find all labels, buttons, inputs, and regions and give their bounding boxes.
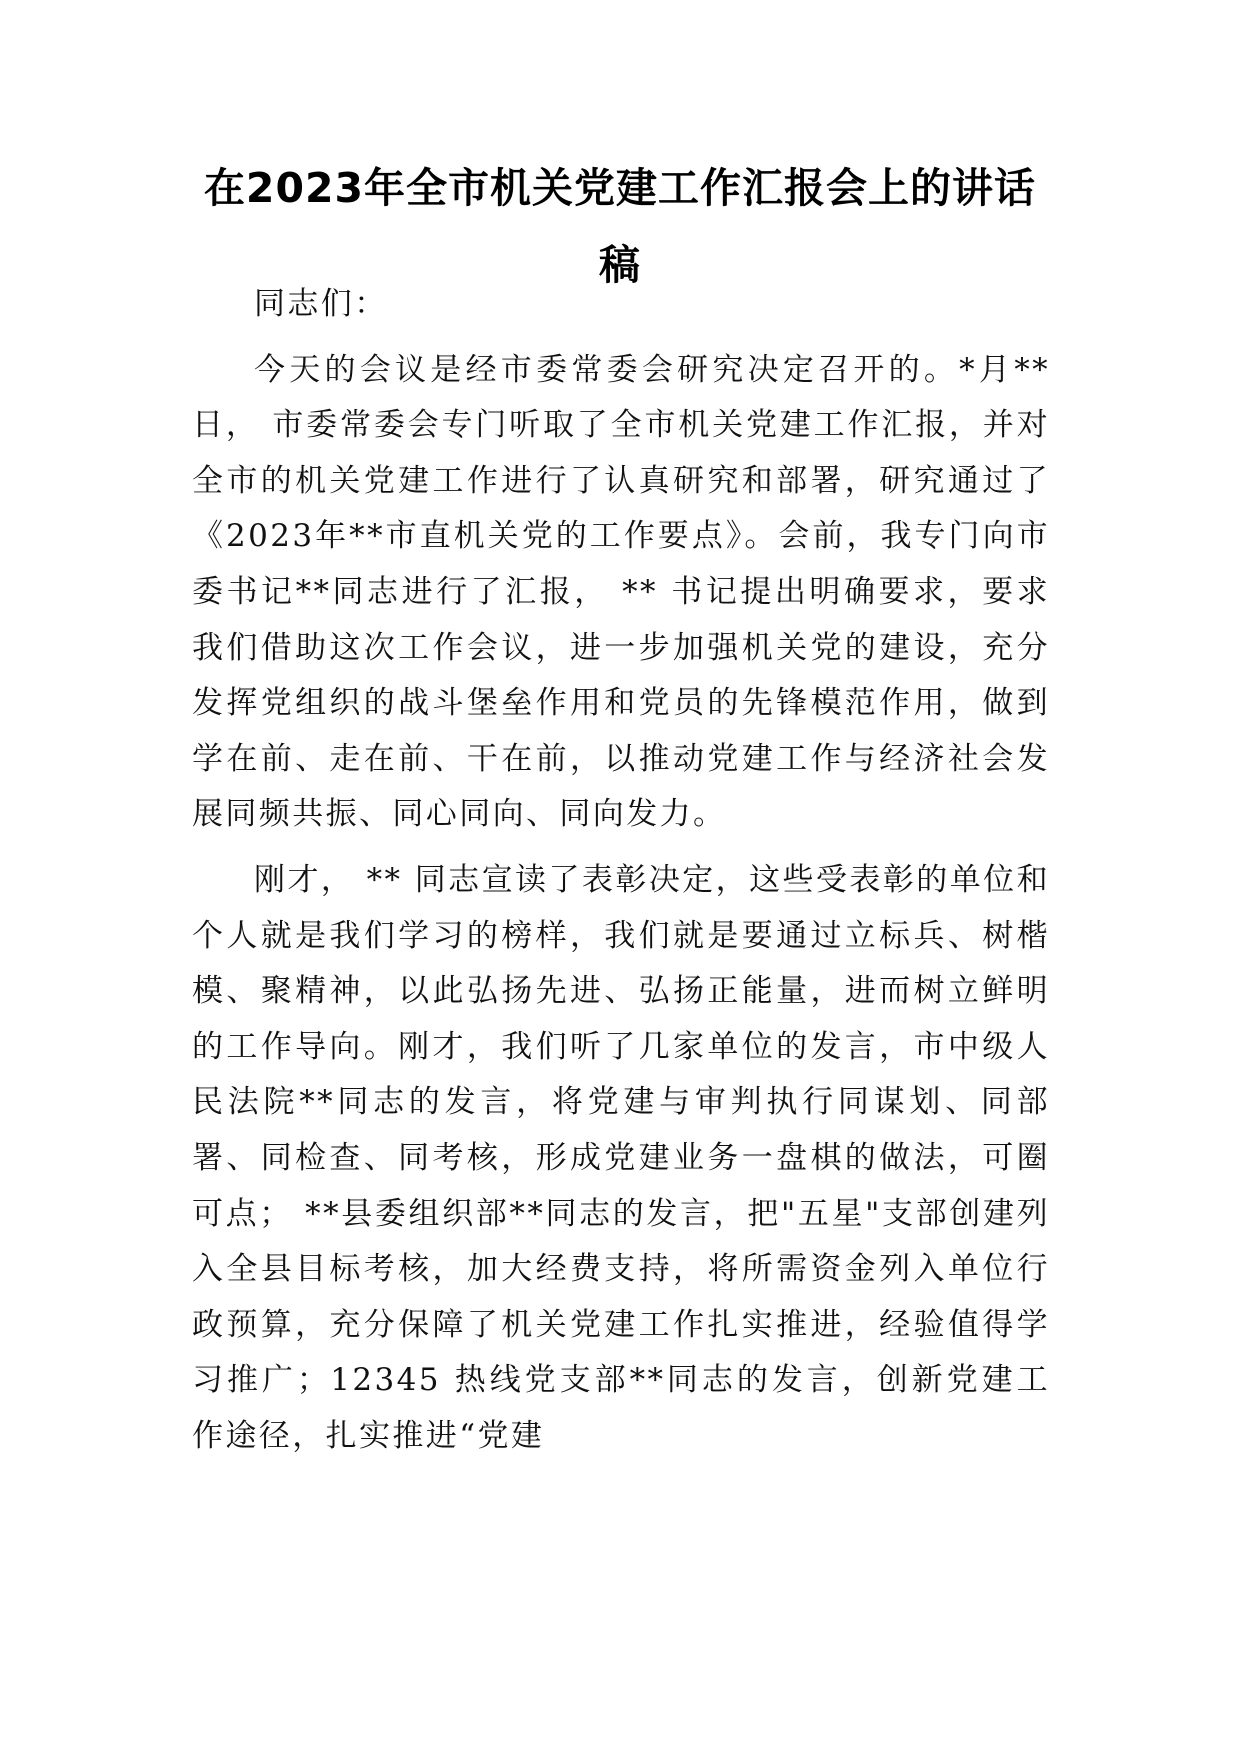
salutation: 同志们： [254, 286, 388, 322]
body-paragraph: 今天的会议是经市委常委会研究决定召开的。*月** 日， 市委常委会专门听取了全市机关党建工作汇报，并对全市的机关党建工作进行了认真研究和部署，研究通过了《2023年**市直机关党的工作要点》。会前，我专门向市委书记**同志进行了汇报， ** 书记提出明确要求，要求我们借助这次工作会议，进一步加强机关党的建设，充分发挥党组织的战斗堡垒作用和党员的先锋模范作用，做到学在前、走在前、干在前，以推动党建工作与经济社会发展同频共振、同心同向、同向发力。 [192, 351, 1050, 833]
body-paragraph: 刚才， ** 同志宣读了表彰决定，这些受表彰的单位和个人就是我们学习的榜样，我们就是要通过立标兵、树楷模、聚精神，以此弘扬先进、弘扬正能量，进而树立鲜明的工作导向。刚才，我们听了几家单位的发言，市中级人民法院**同志的发言，将党建与审判执行同谋划、同部署、同检查、同考核，形成党建业务一盘棋的做法，可圈可点； **县委组织部**同志的发言，把"五星"支部创建列入全县目标考核，加大经费支持，将所需资金列入单位行政预算，充分保障了机关党建工作扎实推进，经验值得学习推广；12345 热线党支部**同志的发言，创新党建工作途径，扎实推进“党建 [192, 861, 1050, 1454]
document-body [192, 277, 1050, 1464]
document-title: 在2023年全市机关党建工作汇报会上的讲话稿 [203, 164, 1037, 289]
